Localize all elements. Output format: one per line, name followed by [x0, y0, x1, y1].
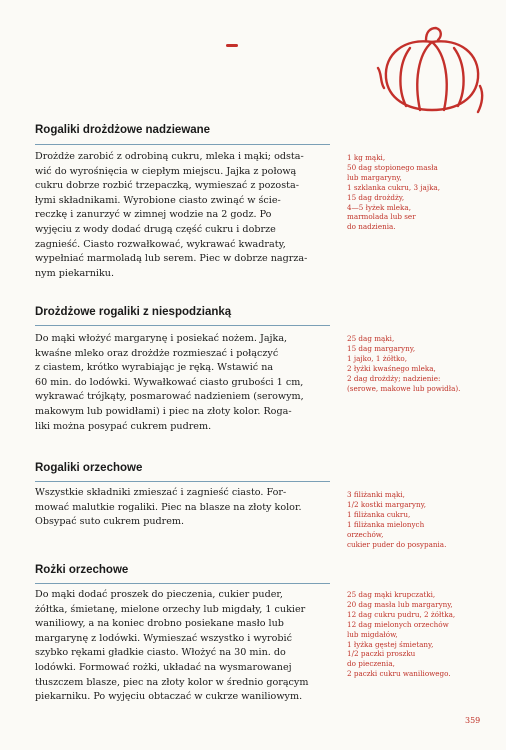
recipe-instructions	[35, 588, 332, 705]
ingredient-item: 1/2 kostki margaryny,	[347, 499, 426, 509]
instruction-line: mować malutkie rogaliki. Piec na blasze na złoty kolor.	[35, 501, 302, 513]
ingredient-item: (serowe, makowe lub powidła).	[347, 383, 461, 393]
ingredients-list	[347, 590, 497, 679]
ingredient-item: 50 dag stopionego masła	[347, 162, 438, 172]
instruction-line: tłuszczem blasze, piec na złoty kolor w średnio gorącym	[35, 676, 309, 688]
recipe-title: Rożki orzechowe	[35, 564, 129, 576]
ingredient-item: do pieczenia,	[347, 659, 395, 669]
instruction-line: łymi składnikami. Wyrobione ciasto zwinąć w ście-	[35, 194, 281, 206]
ingredient-item: 15 dag drożdży,	[347, 192, 405, 202]
instruction-line: nym piekarniku.	[35, 267, 115, 279]
ingredient-item: 1 szklanka cukru, 3 jajka,	[347, 182, 440, 192]
ingredients-list	[347, 490, 497, 549]
ingredient-item: 1 filiżanka cukru,	[347, 509, 411, 519]
ingredient-item: 12 dag cukru pudru, 2 żółtka,	[347, 609, 456, 619]
instruction-line: z ciastem, krótko wyrabiając je ręką. Wstawić na	[35, 362, 274, 374]
instruction-line: Obsypać suto cukrem pudrem.	[35, 516, 185, 528]
instruction-line: wyjęciu z wody dodać drugą część cukru i dobrze	[35, 223, 276, 235]
page-number: 359	[465, 716, 481, 725]
ingredient-item: lub migdałów,	[347, 629, 398, 639]
ingredient-item: cukier puder do posypania.	[347, 539, 447, 549]
instruction-line: zagnieść. Ciasto rozwałkować, wykrawać kwadraty,	[35, 238, 286, 250]
ingredient-item: marmolada lub ser	[347, 212, 416, 222]
instruction-line: waniliowy, a na koniec drobno posiekane masło lub	[35, 618, 284, 630]
ingredient-item: 2 dag drożdży; nadzienie:	[347, 373, 441, 383]
ingredient-item: 1 filiżanka mielonych	[347, 519, 425, 529]
heading-rule	[35, 144, 330, 145]
instruction-line: Do mąki dodać proszek do pieczenia, cukier puder,	[35, 589, 283, 600]
instruction-line: reczkę i zanurzyć w zimnej wodzie na 2 godz. Po	[35, 209, 272, 221]
ingredient-item: 20 dag masła lub margaryny,	[347, 599, 453, 609]
heading-rule	[35, 583, 330, 584]
ingredient-item: 1 kg mąki,	[347, 153, 386, 162]
instruction-line: margarynę z lodówki. Wymieszać wszystko i wyrobić	[35, 632, 292, 644]
ingredient-item: 15 dag margaryny,	[347, 343, 416, 353]
instruction-line: piekarniku. Po wyjęciu obtaczać w cukrze waniliowym.	[35, 691, 303, 703]
instruction-line: 60 min. do lodówki. Wywałkować ciasto grubości 1 cm,	[35, 376, 304, 388]
ingredient-item: 25 dag mąki,	[347, 334, 395, 343]
ingredient-item: 1/2 paczki proszku	[347, 649, 416, 659]
ingredient-item: lub margaryny,	[347, 172, 402, 182]
ingredient-item: do nadzienia.	[347, 222, 396, 232]
instruction-line: makowym lub powidłami) i piec na złoty kolor. Roga-	[35, 405, 292, 417]
ingredient-item: 12 dag mielonych orzechów	[347, 619, 449, 629]
ingredient-item: 1 łyżka gęstej śmietany,	[347, 639, 434, 649]
heading-rule	[35, 481, 330, 482]
instruction-line: wykrawać trójkąty, posmarować nadzieniem (serowym,	[35, 391, 304, 403]
instruction-line: Drożdże zarobić z odrobiną cukru, mleka i mąki; odsta-	[35, 151, 304, 162]
recipe-instructions	[35, 332, 332, 434]
ingredient-item: 25 dag mąki krupczatki,	[347, 590, 436, 599]
recipe-title: Drożdżowe rogaliki z niespodzianką	[35, 306, 232, 318]
recipe-instructions	[35, 150, 332, 281]
instruction-line: liki można posypać cukrem pudrem.	[35, 420, 212, 432]
instruction-line: Do mąki włożyć margarynę i posiekać nożem. Jajka,	[35, 333, 288, 344]
instruction-line: cukru dobrze rozbić trzepaczką, wymieszać z pozosta-	[35, 180, 299, 192]
instruction-line: żółtka, śmietanę, mielone orzechy lub migdały, 1 cukier	[35, 603, 306, 615]
instruction-line: lodówki. Formować rożki, układać na wysmarowanej	[35, 661, 292, 673]
ingredient-item: 2 paczki cukru waniliowego.	[347, 669, 451, 679]
heading-rule	[35, 325, 330, 326]
recipe-title: Rogaliki drożdżowe nadziewane	[35, 124, 211, 136]
ingredient-item: 1 jajko, 1 żółtko,	[347, 353, 408, 363]
ingredients-list	[347, 334, 497, 393]
instruction-line: wypełniać marmoladą lub serem. Piec w dobrze nagrza-	[35, 253, 308, 265]
ingredient-item: 2 łyżki kwaśnego mleka,	[347, 363, 436, 373]
recipe-title: Rogaliki orzechowe	[35, 462, 143, 474]
ingredient-item: orzechów,	[347, 529, 384, 539]
ingredient-item: 3 filiżanki mąki,	[347, 490, 405, 499]
instruction-line: Wszystkie składniki zmieszać i zagnieść ciasto. For-	[35, 487, 287, 498]
instruction-line: wić do wyrośnięcia w ciepłym miejscu. Jajka z połową	[35, 165, 297, 177]
ingredients-list	[347, 153, 497, 232]
instruction-line: szybko rękami gładkie ciasto. Włożyć na 30 min. do	[35, 647, 286, 659]
pumpkin-bun-illustration-icon	[372, 24, 492, 124]
instruction-line: kwaśne mleko oraz drożdże rozmieszać i połączyć	[35, 347, 279, 359]
recipe-instructions	[35, 486, 332, 530]
decorative-dash	[226, 44, 238, 47]
ingredient-item: 4—5 łyżek mleka,	[347, 202, 411, 212]
